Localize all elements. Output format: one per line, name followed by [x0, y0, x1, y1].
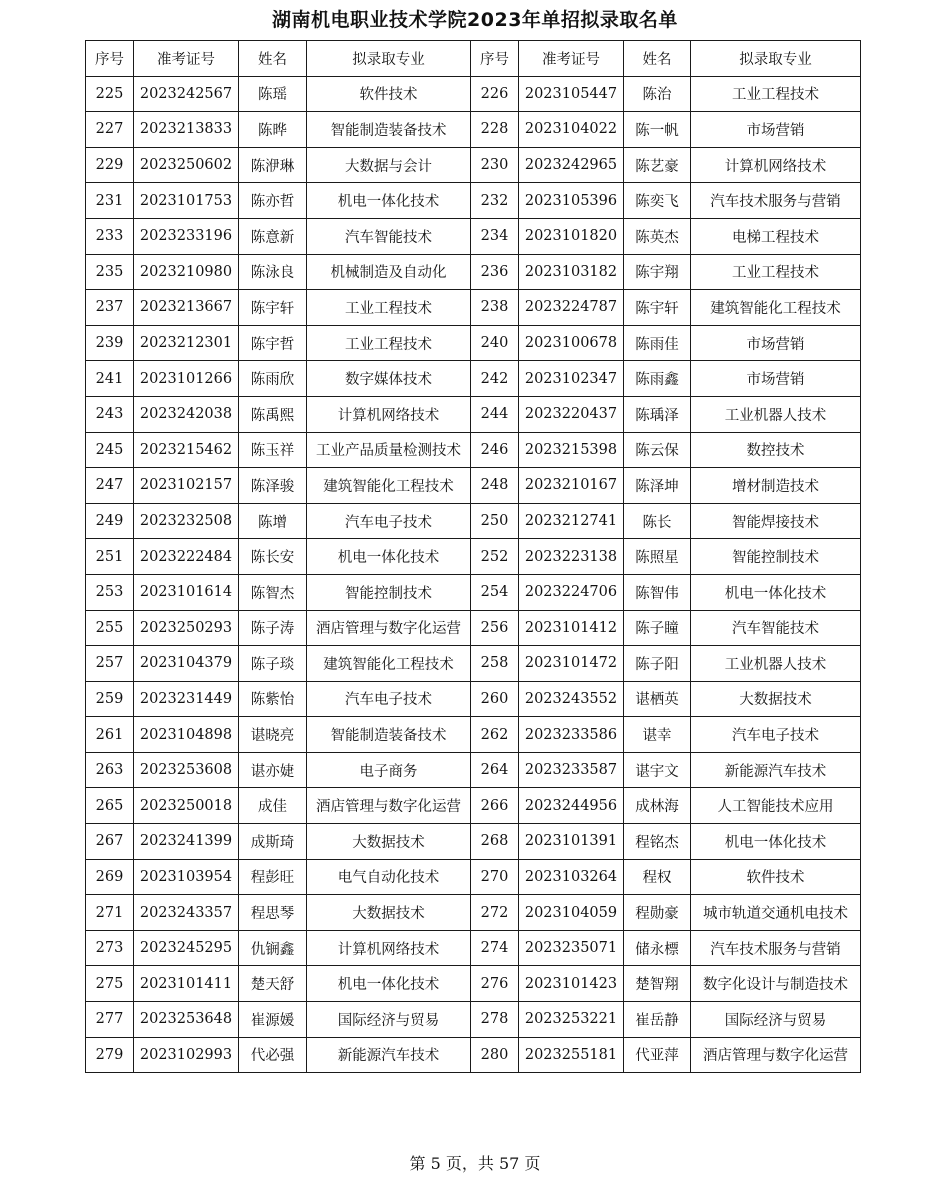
name-cell: 陈晔: [239, 112, 307, 148]
exam-id-cell: 2023101412: [519, 610, 624, 646]
name-cell: 陈雨欣: [239, 361, 307, 397]
name-cell: 程彭旺: [239, 859, 307, 895]
exam-id-cell: 2023222484: [134, 539, 239, 575]
table-row: [86, 112, 861, 148]
seq-cell: 266: [471, 788, 519, 824]
name-cell: 代必强: [239, 1037, 307, 1073]
exam-id-cell: 2023215462: [134, 432, 239, 468]
major-cell: 建筑智能化工程技术: [307, 468, 471, 504]
name-cell: 陈宇哲: [239, 325, 307, 361]
exam-id-cell: 2023105447: [519, 76, 624, 112]
exam-id-cell: 2023215398: [519, 432, 624, 468]
major-cell: 酒店管理与数字化运营: [307, 788, 471, 824]
seq-cell: 246: [471, 432, 519, 468]
table-row: [86, 574, 861, 610]
table-row: [86, 396, 861, 432]
exam-id-cell: 2023250018: [134, 788, 239, 824]
name-cell: 陈瑀泽: [624, 396, 691, 432]
seq-cell: 235: [86, 254, 134, 290]
exam-id-cell: 2023101391: [519, 824, 624, 860]
name-cell: 陈亦哲: [239, 183, 307, 219]
admission-table: [85, 40, 861, 1073]
exam-id-cell: 2023233196: [134, 218, 239, 254]
major-cell: 汽车技术服务与营销: [691, 183, 861, 219]
seq-cell: 273: [86, 930, 134, 966]
exam-id-cell: 2023103954: [134, 859, 239, 895]
seq-cell: 228: [471, 112, 519, 148]
seq-cell: 258: [471, 646, 519, 682]
exam-id-cell: 2023105396: [519, 183, 624, 219]
major-cell: 机电一体化技术: [691, 824, 861, 860]
name-cell: 陈洢琳: [239, 147, 307, 183]
major-cell: 电气自动化技术: [307, 859, 471, 895]
exam-id-cell: 2023242965: [519, 147, 624, 183]
table-body: [86, 76, 861, 1073]
major-cell: 软件技术: [691, 859, 861, 895]
name-cell: 程权: [624, 859, 691, 895]
major-cell: 市场营销: [691, 361, 861, 397]
name-cell: 陈长安: [239, 539, 307, 575]
seq-cell: 237: [86, 290, 134, 326]
seq-cell: 253: [86, 574, 134, 610]
header-major-2: 拟录取专业: [691, 41, 861, 77]
name-cell: 楚天舒: [239, 966, 307, 1002]
seq-cell: 250: [471, 503, 519, 539]
exam-id-cell: 2023255181: [519, 1037, 624, 1073]
major-cell: 电子商务: [307, 752, 471, 788]
exam-id-cell: 2023104059: [519, 895, 624, 931]
seq-cell: 225: [86, 76, 134, 112]
seq-cell: 255: [86, 610, 134, 646]
name-cell: 陈子瞳: [624, 610, 691, 646]
major-cell: 机电一体化技术: [691, 574, 861, 610]
seq-cell: 248: [471, 468, 519, 504]
seq-cell: 270: [471, 859, 519, 895]
seq-cell: 252: [471, 539, 519, 575]
seq-cell: 241: [86, 361, 134, 397]
name-cell: 陈增: [239, 503, 307, 539]
major-cell: 工业工程技术: [691, 76, 861, 112]
major-cell: 酒店管理与数字化运营: [307, 610, 471, 646]
table-row: [86, 930, 861, 966]
table-row: [86, 824, 861, 860]
major-cell: 国际经济与贸易: [691, 1002, 861, 1038]
header-name: 姓名: [239, 41, 307, 77]
major-cell: 新能源汽车技术: [691, 752, 861, 788]
header-exam-id-2: 准考证号: [519, 41, 624, 77]
major-cell: 计算机网络技术: [307, 396, 471, 432]
name-cell: 成斯琦: [239, 824, 307, 860]
name-cell: 陈子琰: [239, 646, 307, 682]
exam-id-cell: 2023212301: [134, 325, 239, 361]
name-cell: 崔岳静: [624, 1002, 691, 1038]
header-seq: 序号: [86, 41, 134, 77]
table-row: [86, 1037, 861, 1073]
major-cell: 大数据技术: [691, 681, 861, 717]
exam-id-cell: 2023101472: [519, 646, 624, 682]
table-row: [86, 1002, 861, 1038]
seq-cell: 236: [471, 254, 519, 290]
seq-cell: 280: [471, 1037, 519, 1073]
seq-cell: 229: [86, 147, 134, 183]
major-cell: 建筑智能化工程技术: [691, 290, 861, 326]
major-cell: 国际经济与贸易: [307, 1002, 471, 1038]
name-cell: 谌晓亮: [239, 717, 307, 753]
name-cell: 谌栖英: [624, 681, 691, 717]
major-cell: 智能焊接技术: [691, 503, 861, 539]
name-cell: 陈玉祥: [239, 432, 307, 468]
major-cell: 酒店管理与数字化运营: [691, 1037, 861, 1073]
name-cell: 陈奕飞: [624, 183, 691, 219]
seq-cell: 263: [86, 752, 134, 788]
exam-id-cell: 2023101266: [134, 361, 239, 397]
exam-id-cell: 2023213667: [134, 290, 239, 326]
name-cell: 程思琴: [239, 895, 307, 931]
table-row: [86, 432, 861, 468]
exam-id-cell: 2023232508: [134, 503, 239, 539]
major-cell: 数字媒体技术: [307, 361, 471, 397]
seq-cell: 239: [86, 325, 134, 361]
table-row: [86, 859, 861, 895]
exam-id-cell: 2023210167: [519, 468, 624, 504]
major-cell: 计算机网络技术: [307, 930, 471, 966]
exam-id-cell: 2023253221: [519, 1002, 624, 1038]
exam-id-cell: 2023245295: [134, 930, 239, 966]
major-cell: 工业机器人技术: [691, 396, 861, 432]
name-cell: 陈宇轩: [239, 290, 307, 326]
name-cell: 陈雨鑫: [624, 361, 691, 397]
name-cell: 陈紫怡: [239, 681, 307, 717]
exam-id-cell: 2023250602: [134, 147, 239, 183]
seq-cell: 278: [471, 1002, 519, 1038]
seq-cell: 277: [86, 1002, 134, 1038]
seq-cell: 265: [86, 788, 134, 824]
exam-id-cell: 2023233587: [519, 752, 624, 788]
exam-id-cell: 2023243357: [134, 895, 239, 931]
table-row: [86, 76, 861, 112]
name-cell: 陈子涛: [239, 610, 307, 646]
name-cell: 陈瑶: [239, 76, 307, 112]
name-cell: 程铭杰: [624, 824, 691, 860]
exam-id-cell: 2023242038: [134, 396, 239, 432]
exam-id-cell: 2023102347: [519, 361, 624, 397]
major-cell: 工业工程技术: [307, 290, 471, 326]
major-cell: 市场营销: [691, 325, 861, 361]
major-cell: 智能制造装备技术: [307, 112, 471, 148]
table-row: [86, 218, 861, 254]
name-cell: 陈泽坤: [624, 468, 691, 504]
table-row: [86, 788, 861, 824]
exam-id-cell: 2023233586: [519, 717, 624, 753]
table-row: [86, 646, 861, 682]
header-seq-2: 序号: [471, 41, 519, 77]
name-cell: 陈意新: [239, 218, 307, 254]
seq-cell: 238: [471, 290, 519, 326]
seq-cell: 244: [471, 396, 519, 432]
exam-id-cell: 2023223138: [519, 539, 624, 575]
name-cell: 谌宇文: [624, 752, 691, 788]
exam-id-cell: 2023101614: [134, 574, 239, 610]
table-row: [86, 966, 861, 1002]
table-row: [86, 539, 861, 575]
major-cell: 汽车智能技术: [691, 610, 861, 646]
name-cell: 崔源媛: [239, 1002, 307, 1038]
seq-cell: 231: [86, 183, 134, 219]
exam-id-cell: 2023100678: [519, 325, 624, 361]
seq-cell: 269: [86, 859, 134, 895]
seq-cell: 226: [471, 76, 519, 112]
exam-id-cell: 2023244956: [519, 788, 624, 824]
exam-id-cell: 2023220437: [519, 396, 624, 432]
major-cell: 软件技术: [307, 76, 471, 112]
page-footer: 第 5 页，共 57 页: [409, 1154, 541, 1173]
seq-cell: 232: [471, 183, 519, 219]
seq-cell: 272: [471, 895, 519, 931]
name-cell: 谌幸: [624, 717, 691, 753]
name-cell: 陈泳良: [239, 254, 307, 290]
seq-cell: 256: [471, 610, 519, 646]
major-cell: 新能源汽车技术: [307, 1037, 471, 1073]
exam-id-cell: 2023102993: [134, 1037, 239, 1073]
seq-cell: 247: [86, 468, 134, 504]
name-cell: 陈泽骏: [239, 468, 307, 504]
name-cell: 储永標: [624, 930, 691, 966]
major-cell: 汽车电子技术: [307, 681, 471, 717]
name-cell: 成林海: [624, 788, 691, 824]
seq-cell: 268: [471, 824, 519, 860]
table-row: [86, 895, 861, 931]
seq-cell: 240: [471, 325, 519, 361]
table-row: [86, 503, 861, 539]
seq-cell: 276: [471, 966, 519, 1002]
table-row: [86, 681, 861, 717]
major-cell: 大数据技术: [307, 824, 471, 860]
exam-id-cell: 2023101411: [134, 966, 239, 1002]
seq-cell: 254: [471, 574, 519, 610]
exam-id-cell: 2023224787: [519, 290, 624, 326]
exam-id-cell: 2023104022: [519, 112, 624, 148]
major-cell: 大数据技术: [307, 895, 471, 931]
table-header-row: [86, 41, 861, 77]
name-cell: 陈云保: [624, 432, 691, 468]
seq-cell: 257: [86, 646, 134, 682]
seq-cell: 259: [86, 681, 134, 717]
major-cell: 建筑智能化工程技术: [307, 646, 471, 682]
major-cell: 工业工程技术: [691, 254, 861, 290]
major-cell: 市场营销: [691, 112, 861, 148]
major-cell: 机电一体化技术: [307, 966, 471, 1002]
major-cell: 智能控制技术: [307, 574, 471, 610]
seq-cell: 274: [471, 930, 519, 966]
name-cell: 代亚萍: [624, 1037, 691, 1073]
seq-cell: 230: [471, 147, 519, 183]
exam-id-cell: 2023101820: [519, 218, 624, 254]
name-cell: 陈宇翔: [624, 254, 691, 290]
name-cell: 仇锎鑫: [239, 930, 307, 966]
name-cell: 陈长: [624, 503, 691, 539]
major-cell: 数字化设计与制造技术: [691, 966, 861, 1002]
exam-id-cell: 2023210980: [134, 254, 239, 290]
exam-id-cell: 2023241399: [134, 824, 239, 860]
name-cell: 陈照星: [624, 539, 691, 575]
name-cell: 楚智翔: [624, 966, 691, 1002]
major-cell: 计算机网络技术: [691, 147, 861, 183]
name-cell: 陈禹熙: [239, 396, 307, 432]
page-title: 湖南机电职业技术学院2023年单招拟录取名单: [272, 9, 678, 31]
major-cell: 汽车技术服务与营销: [691, 930, 861, 966]
major-cell: 机电一体化技术: [307, 539, 471, 575]
major-cell: 机械制造及自动化: [307, 254, 471, 290]
seq-cell: 262: [471, 717, 519, 753]
seq-cell: 260: [471, 681, 519, 717]
table-row: [86, 147, 861, 183]
seq-cell: 245: [86, 432, 134, 468]
major-cell: 机电一体化技术: [307, 183, 471, 219]
exam-id-cell: 2023213833: [134, 112, 239, 148]
exam-id-cell: 2023104379: [134, 646, 239, 682]
exam-id-cell: 2023103182: [519, 254, 624, 290]
table-row: [86, 290, 861, 326]
name-cell: 陈一帆: [624, 112, 691, 148]
seq-cell: 227: [86, 112, 134, 148]
major-cell: 人工智能技术应用: [691, 788, 861, 824]
name-cell: 陈治: [624, 76, 691, 112]
seq-cell: 233: [86, 218, 134, 254]
table-row: [86, 361, 861, 397]
name-cell: 陈艺豪: [624, 147, 691, 183]
table-row: [86, 254, 861, 290]
exam-id-cell: 2023104898: [134, 717, 239, 753]
name-cell: 陈智杰: [239, 574, 307, 610]
major-cell: 增材制造技术: [691, 468, 861, 504]
seq-cell: 251: [86, 539, 134, 575]
major-cell: 汽车电子技术: [307, 503, 471, 539]
table-row: [86, 183, 861, 219]
exam-id-cell: 2023224706: [519, 574, 624, 610]
major-cell: 数控技术: [691, 432, 861, 468]
exam-id-cell: 2023103264: [519, 859, 624, 895]
exam-id-cell: 2023101753: [134, 183, 239, 219]
name-cell: 程勋豪: [624, 895, 691, 931]
exam-id-cell: 2023101423: [519, 966, 624, 1002]
name-cell: 陈宇轩: [624, 290, 691, 326]
seq-cell: 249: [86, 503, 134, 539]
seq-cell: 261: [86, 717, 134, 753]
major-cell: 智能控制技术: [691, 539, 861, 575]
table-row: [86, 468, 861, 504]
exam-id-cell: 2023250293: [134, 610, 239, 646]
exam-id-cell: 2023242567: [134, 76, 239, 112]
exam-id-cell: 2023235071: [519, 930, 624, 966]
seq-cell: 234: [471, 218, 519, 254]
exam-id-cell: 2023212741: [519, 503, 624, 539]
major-cell: 汽车智能技术: [307, 218, 471, 254]
major-cell: 城市轨道交通机电技术: [691, 895, 861, 931]
major-cell: 工业机器人技术: [691, 646, 861, 682]
major-cell: 大数据与会计: [307, 147, 471, 183]
table-row: [86, 325, 861, 361]
exam-id-cell: 2023253648: [134, 1002, 239, 1038]
major-cell: 智能制造装备技术: [307, 717, 471, 753]
name-cell: 陈雨佳: [624, 325, 691, 361]
major-cell: 电梯工程技术: [691, 218, 861, 254]
header-major: 拟录取专业: [307, 41, 471, 77]
seq-cell: 279: [86, 1037, 134, 1073]
seq-cell: 242: [471, 361, 519, 397]
exam-id-cell: 2023102157: [134, 468, 239, 504]
header-exam-id: 准考证号: [134, 41, 239, 77]
major-cell: 工业产品质量检测技术: [307, 432, 471, 468]
name-cell: 陈子阳: [624, 646, 691, 682]
major-cell: 工业工程技术: [307, 325, 471, 361]
table-row: [86, 610, 861, 646]
seq-cell: 243: [86, 396, 134, 432]
name-cell: 陈英杰: [624, 218, 691, 254]
exam-id-cell: 2023243552: [519, 681, 624, 717]
major-cell: 汽车电子技术: [691, 717, 861, 753]
table-row: [86, 752, 861, 788]
header-name-2: 姓名: [624, 41, 691, 77]
exam-id-cell: 2023253608: [134, 752, 239, 788]
name-cell: 陈智伟: [624, 574, 691, 610]
exam-id-cell: 2023231449: [134, 681, 239, 717]
name-cell: 谌亦婕: [239, 752, 307, 788]
seq-cell: 264: [471, 752, 519, 788]
table-row: [86, 717, 861, 753]
name-cell: 成佳: [239, 788, 307, 824]
seq-cell: 267: [86, 824, 134, 860]
seq-cell: 271: [86, 895, 134, 931]
seq-cell: 275: [86, 966, 134, 1002]
